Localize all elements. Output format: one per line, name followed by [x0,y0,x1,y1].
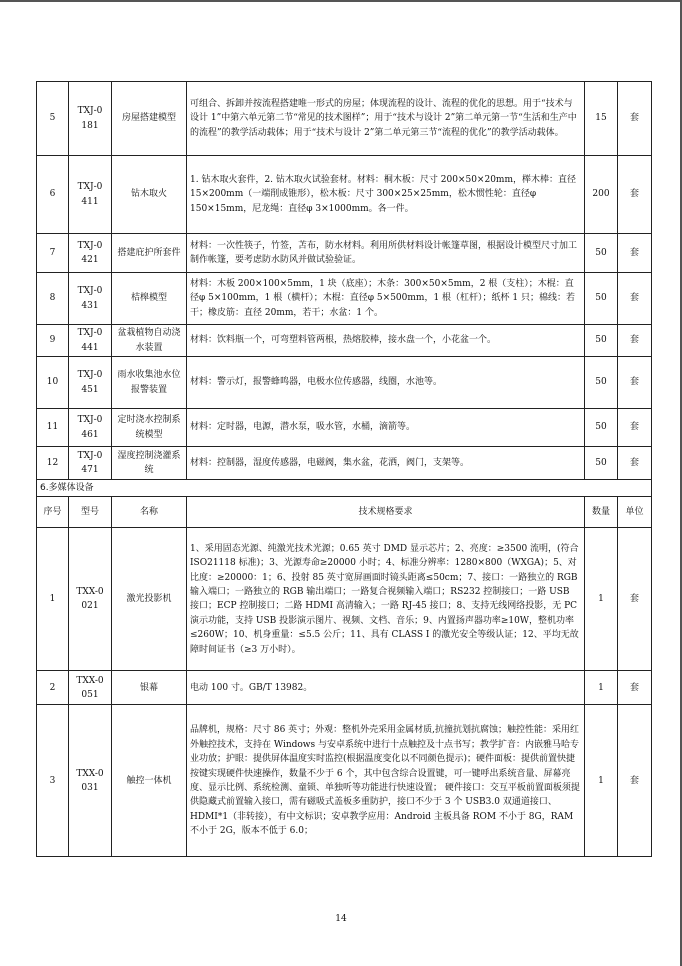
table-row [37,357,652,409]
cell-unit: 套 [618,325,652,357]
cell-unit: 套 [618,156,652,234]
cell-qty: 200 [585,156,618,234]
cell-unit: 套 [618,705,652,857]
cell-spec: 电动 100 寸。GB/T 13982。 [187,671,585,705]
table-row [37,447,652,480]
cell-unit: 套 [618,273,652,325]
cell-no: 3 [37,705,69,857]
cell-model: TXX-0 031 [69,705,112,857]
cell-name: 触控一体机 [112,705,187,857]
cell-unit: 套 [618,357,652,409]
cell-spec: 材料：警示灯，报警蜂鸣器，电极水位传感器，线圈，水池等。 [187,357,585,409]
cell-model: TXX-0 021 [69,528,112,671]
cell-qty: 50 [585,447,618,480]
cell-unit: 套 [618,82,652,156]
cell-model: TXJ-0 421 [69,234,112,273]
cell-qty: 1 [585,705,618,857]
cell-name: 激光投影机 [112,528,187,671]
table-row [37,409,652,447]
cell-no: 1 [37,528,69,671]
cell-name: 雨水收集池水位报警装置 [112,357,187,409]
table-body-top [37,82,652,480]
cell-unit: 套 [618,671,652,705]
cell-name: 搭建庇护所套件 [112,234,187,273]
table-row [37,528,652,671]
page-top-rule [0,0,682,2]
cell-no: 12 [37,447,69,480]
cell-no: 2 [37,671,69,705]
cell-spec: 材料：一次性筷子，竹签，苫布，防水材料。利用所供材料设计帐篷草图，根据设计模型尺寸加工制作帐篷，要考虑防水防风并做试验验证。 [187,234,585,273]
cell-name: 桔槔模型 [112,273,187,325]
cell-model: TXJ-0 181 [69,82,112,156]
cell-no: 7 [37,234,69,273]
section-title: 6.多媒体设备 [37,480,652,497]
cell-model: TXJ-0 431 [69,273,112,325]
table-row [37,325,652,357]
cell-name: 湿度控制浇灌系统 [112,447,187,480]
header-spec: 技术规格要求 [187,497,585,528]
cell-spec: 可组合、拆卸并按流程搭建唯一形式的房屋；体现流程的设计、流程的优化的思想。用于“技术与设计 1”中第六单元第二节“常见的技术图样”；用于“技术与设计 2”第二单元第一节“生活和生产中的流程”的教学活动载体；用于“技术与设计 2”第二单元第三节“流程的优化”的教学活动载体。 [187,82,585,156]
cell-unit: 套 [618,409,652,447]
cell-spec: 1. 钻木取火套件，2. 钻木取火试验套材。材料：桐木板：尺寸 200×50×20mm，榉木棒：直径 15×200mm（一端削成锥形），松木板：尺寸 300×25×25mm，松木惯性轮：直径φ 150×15mm，尼龙绳：直径φ 3×1000mm。各一件。 [187,156,585,234]
cell-no: 5 [37,82,69,156]
cell-qty: 50 [585,409,618,447]
cell-qty: 1 [585,671,618,705]
cell-spec: 材料：定时器，电源，潜水泵，吸水管，水桶，滴箭等。 [187,409,585,447]
cell-unit: 套 [618,528,652,671]
cell-spec: 1、采用固态光源、纯激光技术光源；0.65 英寸 DMD 显示芯片；2、亮度：≥3500 流明，(符合 ISO21118 标准)；3、光源寿命≥20000 小时；4、标准分辨率：1280×800（WXGA)；5、对比度：≥20000：1；6、投射 85 英寸宽屏画面时镜头距离≤50cm；7、接口：一路独立的 RGB 输入端口；一路独立的 RGB 输出端口；一路复合视频输入端口；RS232 控制接口；一路 USB 接口；ECP 控制接口；二路 HDMI 高清输入；一路 RJ-45 接口；8、支持无线网络投影，无 PC 演示功能，支持 USB 投影演示图片、视频、文档、音乐；9、内置扬声器功率≥10W，整机功率≤260W；10、机身重量：≤5.5 公斤；11、具有 CLASS I 的激光安全等级认证；12、平均无故障时间证书（≥3 万小时）。 [187,528,585,671]
cell-name: 定时浇水控制系统模型 [112,409,187,447]
cell-no: 10 [37,357,69,409]
cell-name: 银幕 [112,671,187,705]
cell-model: TXJ-0 441 [69,325,112,357]
cell-qty: 50 [585,325,618,357]
header-name: 名称 [112,497,187,528]
table-row [37,273,652,325]
cell-model: TXJ-0 461 [69,409,112,447]
cell-qty: 50 [585,234,618,273]
table-body-bottom [37,528,652,857]
table-row [37,234,652,273]
header-no: 序号 [37,497,69,528]
cell-model: TXJ-0 471 [69,447,112,480]
cell-name: 盆栽植物自动浇水装置 [112,325,187,357]
cell-model: TXJ-0 411 [69,156,112,234]
header-unit: 单位 [618,497,652,528]
cell-spec: 材料：木板 200×100×5mm，1 块（底座）；木条：300×50×5mm，2 根（支柱）；木棍：直径φ 5×100mm，1 根（横杆）；木棍：直径φ 5×500mm，1 根（杠杆）；纸杯 1 只；棉线：若干；橡皮筋：直径 20mm，若干；水盆：1 个。 [187,273,585,325]
table-row [37,156,652,234]
section-row [37,480,652,497]
cell-no: 6 [37,156,69,234]
cell-model: TXX-0 051 [69,671,112,705]
header-model: 型号 [69,497,112,528]
cell-qty: 50 [585,273,618,325]
cell-qty: 50 [585,357,618,409]
header-qty: 数量 [585,497,618,528]
table-header-row [37,497,652,528]
cell-model: TXJ-0 451 [69,357,112,409]
cell-spec: 品牌机，规格：尺寸 86 英寸；外观：整机外壳采用金属材质,抗撞抗划抗腐蚀；触控性能：采用红外触控技术，支持在 Windows 与安卓系统中进行十点触控及十点书写；教学扩音：内嵌雅马哈专业功放；护眼：提供屏体温度实时监控(根据温度变化以不同颜色提示)；硬件面板：提供前置快捷按键实现硬件快速操作，数量不少于 6 个，其中包含综合设置键，可一键呼出系统音量、屏幕亮度、显示比例、系统检测、童锁、单独听等功能进行快速设置； 硬件接口：交互平板前置面板须提供隐藏式前置输入接口，需有磁吸式盖板多重防护，接口不少于 3 个 USB3.0 双通道接口、HDMI*1（非转接），有中文标识；安卓教学应用：Android 主板具备 ROM 不小于 8G，RAM 不小于 2G，版本不低于 6.0； [187,705,585,857]
page-number: 14 [335,914,347,924]
cell-unit: 套 [618,447,652,480]
table-row [37,82,652,156]
table-row [37,705,652,857]
equipment-table [36,81,652,857]
cell-spec: 材料：控制器，湿度传感器，电磁阀，集水盆，花洒，阀门，支架等。 [187,447,585,480]
cell-no: 11 [37,409,69,447]
table-row [37,671,652,705]
cell-qty: 15 [585,82,618,156]
cell-spec: 材料：饮料瓶一个，可弯塑料管两根，热熔胶棒，接水盘一个，小花盆一个。 [187,325,585,357]
cell-unit: 套 [618,234,652,273]
cell-no: 8 [37,273,69,325]
cell-no: 9 [37,325,69,357]
cell-name: 钻木取火 [112,156,187,234]
cell-name: 房屋搭建模型 [112,82,187,156]
cell-qty: 1 [585,528,618,671]
